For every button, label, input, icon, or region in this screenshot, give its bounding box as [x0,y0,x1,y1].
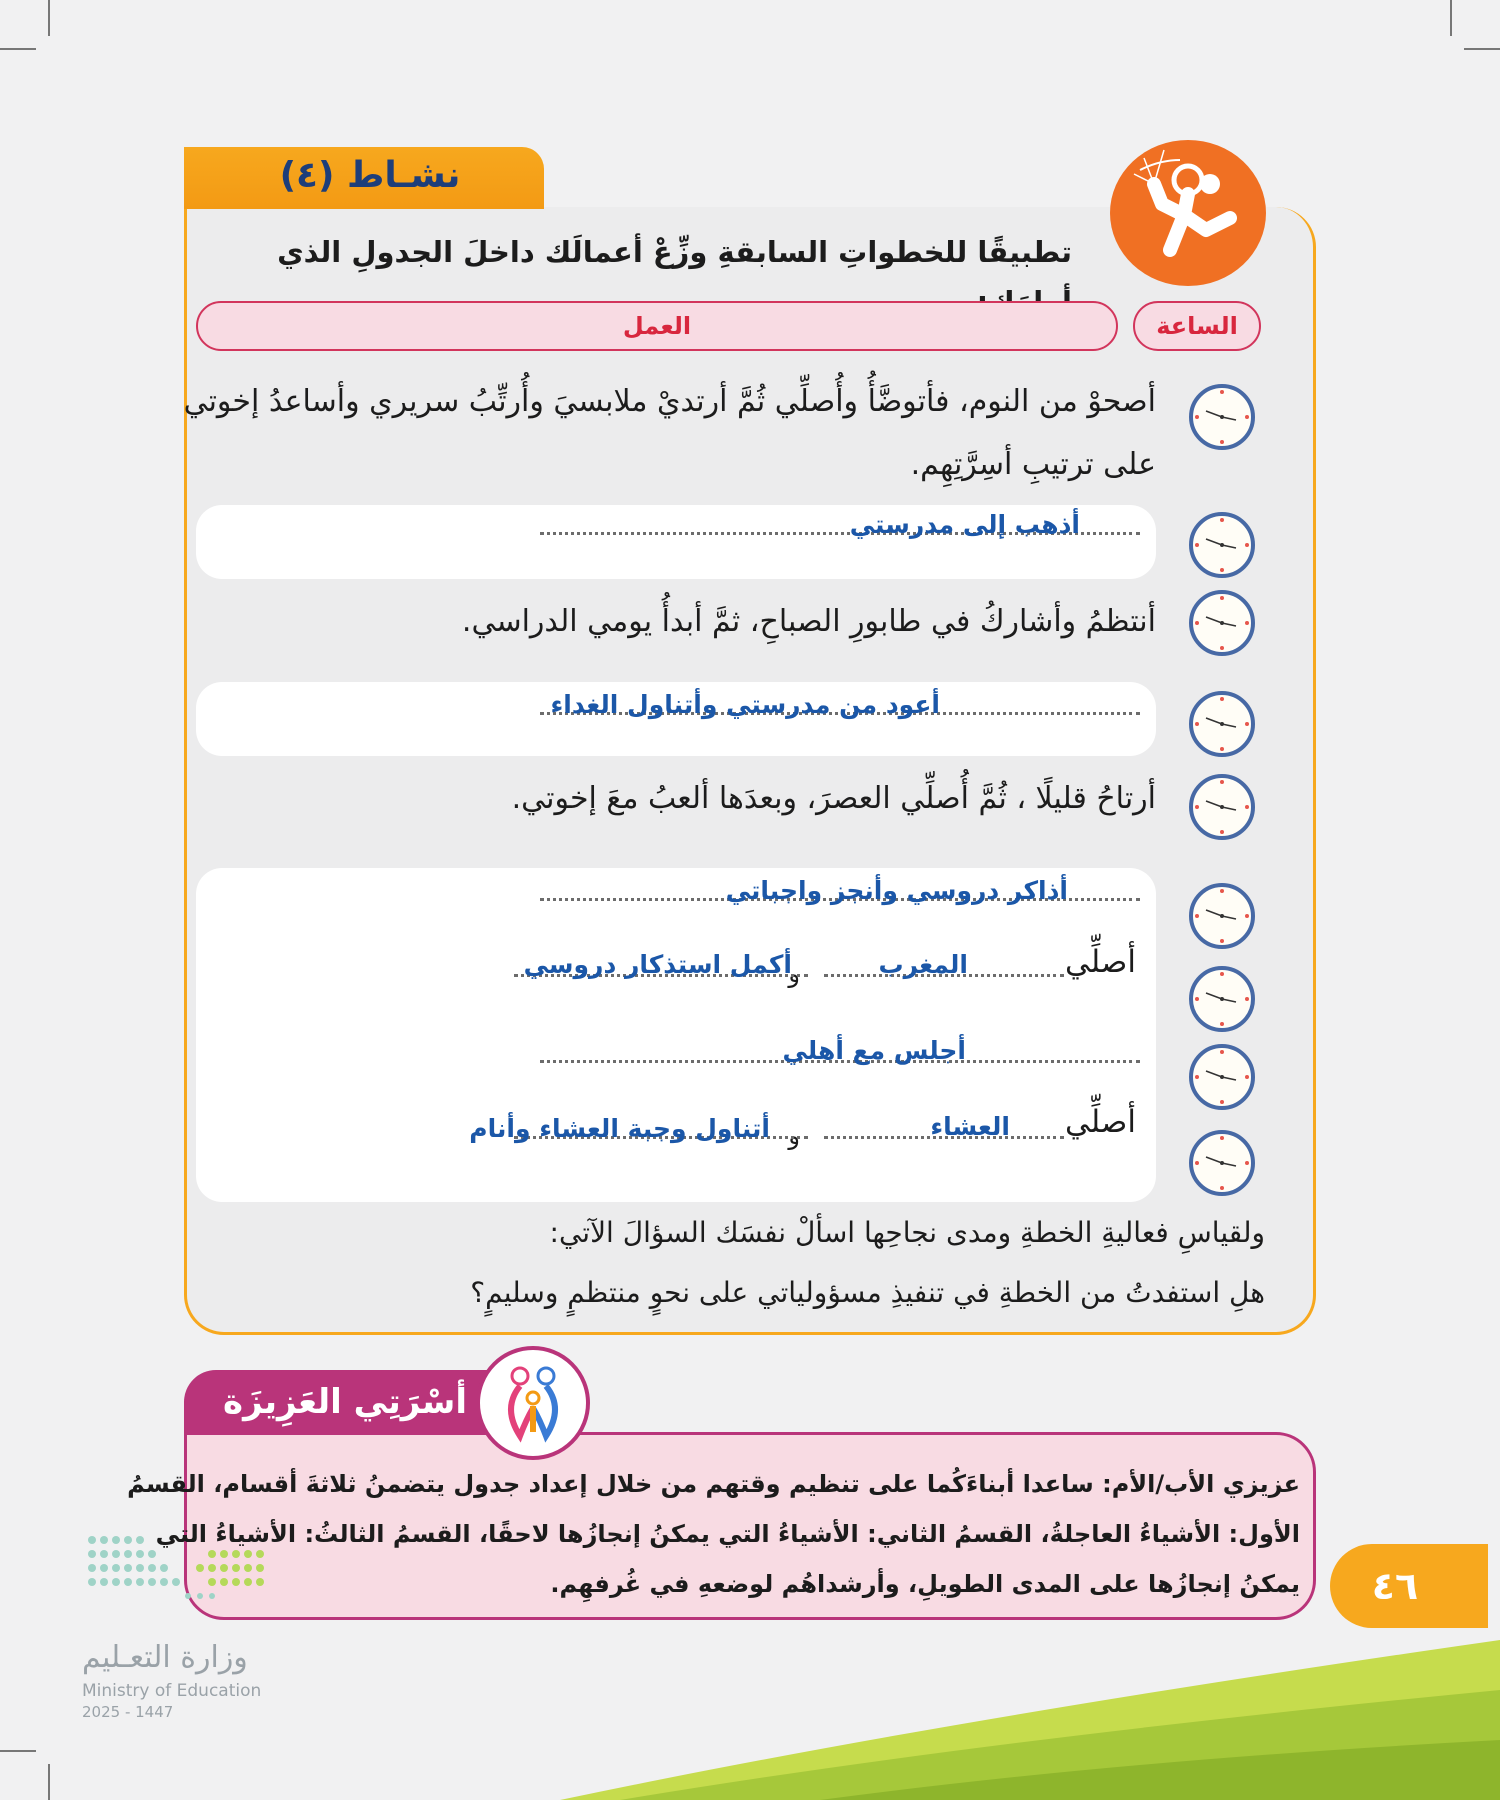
evaluation-question: هلِ استفدتُ من الخطةِ في تنفيذِ مسؤولياتي على نحوٍ منتظمٍ وسليمٍ؟ [470,1276,1265,1309]
family-text-line: يمكنُ إنجازُها على المدى الطويلِ، وأرشداهُم لوضعهِ في غُرفهِم. [550,1570,1300,1598]
clock-icon [1189,384,1255,450]
activity-instruction: تطبيقًا للخطواتِ السابقةِ وزِّعْ أعمالَك داخلَ الجدولِ الذي [277,235,1072,269]
schedule-row-text: على ترتيبِ أسِرَّتِهِم. [910,447,1156,482]
crop-mark [1450,0,1452,36]
hour-column-header: الساعة [1133,301,1261,351]
clock-icon [1189,774,1255,840]
clock-icon [1189,883,1255,949]
ministry-logo-dots [82,1530,272,1634]
family-title: أسْرَتِي العَزِيزَة [223,1382,467,1422]
crop-mark [48,1764,50,1800]
clock-icon [1189,1044,1255,1110]
schedule-row-text: أصحوْ من النوم، فأتوضَّأُ وأُصلِّي ثُمَّ أرتديْ ملابسيَ وأُرتِّبُ سريري وأساعدُ إخوتي [183,384,1156,419]
crop-mark [1464,48,1500,50]
page-number: ٤٦ [1371,1564,1419,1608]
crop-mark [48,0,50,36]
answer-text: أذاكر دروسي وأنجز واجباتي [725,876,1068,905]
balloon-kid-icon [1110,140,1266,286]
evaluation-line: ولقياسِ فعاليةِ الخطةِ ومدى نجاحِها اسألْ نفسَك السؤالَ الآتي: [549,1216,1265,1249]
pray-prefix: أصلِّي [1064,1104,1136,1140]
prayer-name: العشاء [930,1112,1010,1141]
ministry-name-arabic: وزارة التعـليم [82,1640,248,1675]
family-text-line: عزيزي الأب/الأم: ساعدا أبناءَكُما على تنظيم وقتهم من خلال إعداد جدول يتضمنُ ثلاثةَ أقسام، القسمُ [127,1470,1300,1498]
schedule-row-text: أرتاحُ قليلًا ، ثُمَّ أُصلِّي العصرَ، وبعدَها ألعبُ معَ إخوتي. [511,781,1156,816]
answer-text: أتناول وجبة العشاء وأنام [469,1114,770,1143]
work-column-header: العمل [196,301,1118,351]
conjunction: و [788,960,800,988]
family-icon [476,1346,590,1460]
schedule-row-text: أنتظمُ وأشاركُ في طابورِ الصباحِ، ثمَّ أبدأُ يومي الدراسي. [461,604,1156,639]
green-swoosh-decoration [560,1630,1500,1800]
prayer-name: المغرب [878,950,968,979]
ministry-year: 2025 - 1447 [82,1703,174,1721]
clock-icon [1189,590,1255,656]
answer-text: أذهب إلى مدرستي [849,510,1080,539]
clock-icon [1189,691,1255,757]
answer-text: أجلس مع أهلي [782,1036,966,1065]
crop-mark [0,48,36,50]
family-text-line: الأول: الأشياءُ العاجلةُ، القسمُ الثاني: الأشياءُ التي يمكنُ إنجازُها لاحقًا، القسمُ الثالثُ: الأشياءُ التي [155,1520,1300,1548]
answer-text: أعود من مدرستي وأتناول الغداء [550,690,940,719]
activity-title: نشـاط (٤) [279,155,461,196]
conjunction: و [788,1122,800,1150]
clock-icon [1189,966,1255,1032]
clock-icon [1189,1130,1255,1196]
answer-box [196,868,1156,1202]
clock-icon [1189,512,1255,578]
pray-prefix: أصلِّي [1064,944,1136,980]
ministry-name-english: Ministry of Education [82,1681,262,1701]
crop-mark [0,1750,36,1752]
answer-text: أكمل استذكار دروسي [523,950,792,979]
